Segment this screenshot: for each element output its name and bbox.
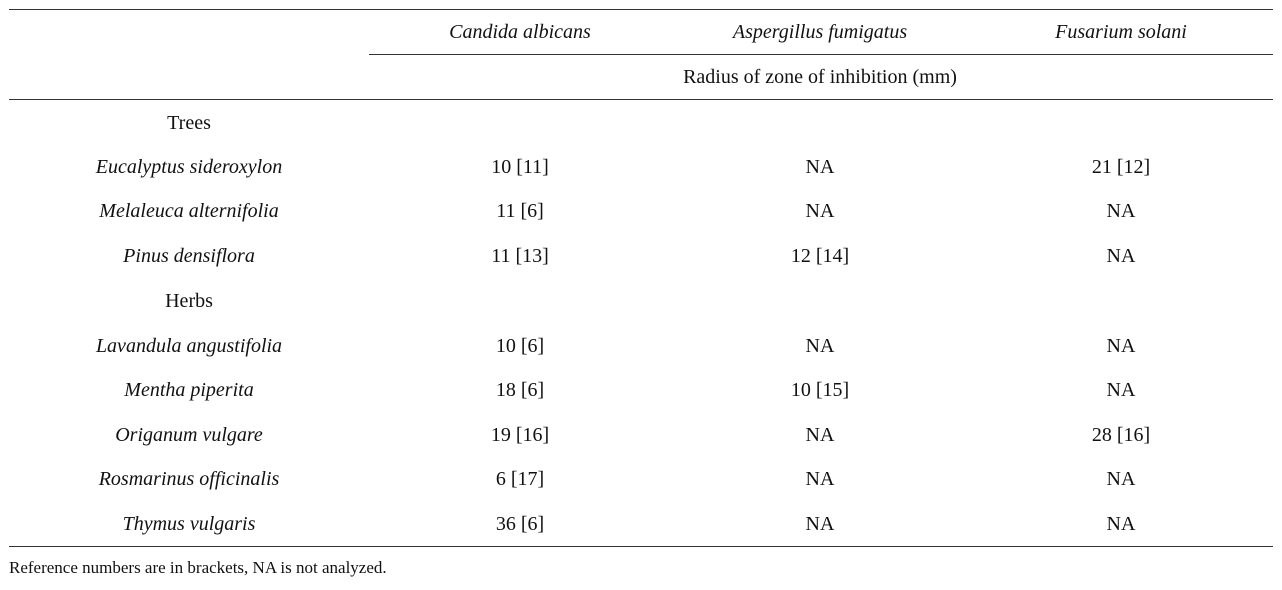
row-name: Thymus vulgaris [122, 513, 256, 535]
row-name: Mentha piperita [124, 379, 254, 401]
group-label-trees: Trees [167, 112, 211, 134]
subheader-rule [9, 99, 1273, 100]
row-name: Rosmarinus officinalis [98, 468, 280, 490]
column-header-candida: Candida albicans [449, 21, 591, 43]
table-cell: NA [1106, 468, 1136, 490]
table-cell: NA [805, 468, 835, 490]
table-cell: NA [1106, 335, 1136, 357]
row-name: Lavandula angustifolia [95, 335, 283, 357]
column-header-fusarium: Fusarium solani [1055, 21, 1187, 43]
table-cell: NA [805, 200, 835, 222]
group-label-herbs: Herbs [165, 290, 213, 312]
table-cell: 10 [15] [790, 379, 850, 401]
table-cell: 10 [6] [495, 335, 545, 357]
table-cell: 18 [6] [495, 379, 545, 401]
table-cell: 11 [6] [496, 200, 544, 222]
table-cell: 21 [12] [1091, 156, 1151, 178]
table-cell: 28 [16] [1091, 424, 1151, 446]
table-cell: NA [1106, 379, 1136, 401]
table-cell: NA [805, 335, 835, 357]
table-cell: 10 [11] [491, 156, 549, 178]
table-cell: 11 [13] [491, 245, 549, 267]
row-name: Melaleuca alternifolia [99, 200, 279, 222]
table-footnote: Reference numbers are in brackets, NA is not analyzed. [9, 558, 387, 577]
table-cell: NA [1106, 200, 1136, 222]
table-cell: 12 [14] [790, 245, 850, 267]
table-cell: 19 [16] [490, 424, 550, 446]
table-cell: 6 [17] [495, 468, 545, 490]
table-cell: NA [805, 424, 835, 446]
row-name: Eucalyptus sideroxylon [95, 156, 283, 178]
table-cell: NA [1106, 513, 1136, 535]
row-name: Pinus densiflora [123, 245, 255, 267]
bottom-rule [9, 546, 1273, 547]
table-cell: NA [1106, 245, 1136, 267]
table-cell: NA [805, 156, 835, 178]
subheader-unit: Radius of zone of inhibition (mm) [683, 66, 957, 88]
table-cell: 36 [6] [495, 513, 545, 535]
table-cell: NA [805, 513, 835, 535]
column-header-rule [369, 54, 1273, 55]
top-rule [9, 9, 1273, 10]
row-name: Origanum vulgare [115, 424, 263, 446]
column-header-aspergillus: Aspergillus fumigatus [732, 21, 908, 43]
